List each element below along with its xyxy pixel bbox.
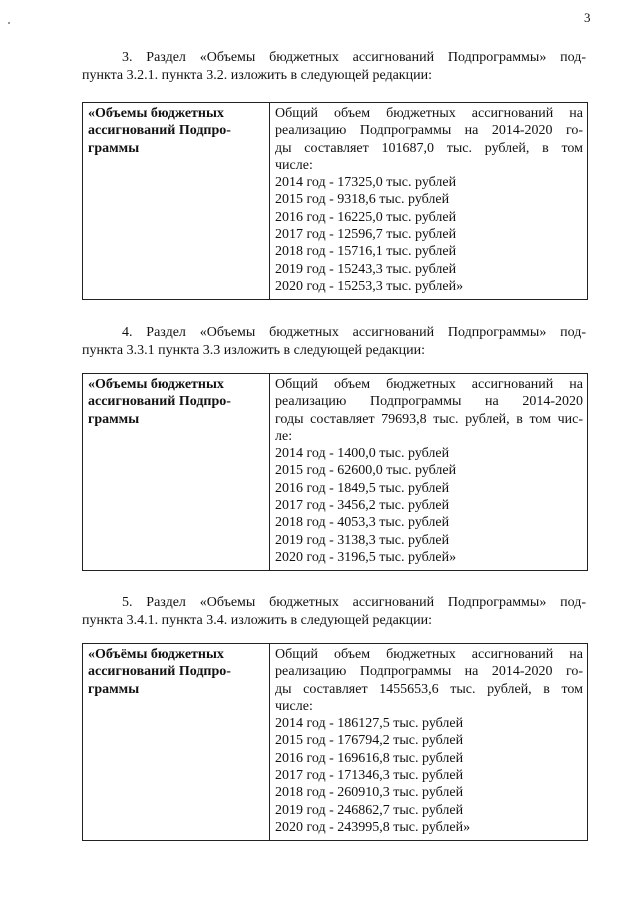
table-row (83, 103, 588, 300)
year-line: 2018 год - 260910,3 тыс. рублей (275, 785, 464, 801)
label-line: «Объемы бюджетных (88, 106, 224, 121)
year-line: 2014 год - 186127,5 тыс. рублей (275, 716, 464, 732)
total-line: ды составляет 1455653,6 тыс. рублей, в том (275, 681, 583, 697)
page-number: 3 (584, 10, 591, 25)
label-line: ассигнований Подпро- (88, 664, 231, 680)
intro-line: 3. Раздел «Объемы бюджетных ассигнований Подпрограммы» под- (122, 50, 586, 65)
section-intro-3 (82, 49, 586, 85)
intro-line: пункта 3.3.1 пункта 3.3 изложить в следующей редакции: (82, 343, 425, 358)
year-line: 2020 год - 243995,8 тыс. рублей» (275, 819, 471, 835)
label-cell (83, 644, 270, 841)
year-line: 2016 год - 169616,8 тыс. рублей (275, 750, 464, 766)
year-line: 2019 год - 3138,3 тыс. рублей (275, 532, 450, 548)
label-line: граммы (88, 411, 140, 427)
year-line: 2017 год - 171346,3 тыс. рублей (275, 768, 464, 784)
intro-line: 4. Раздел «Объемы бюджетных ассигнований Подпрограммы» под- (122, 325, 586, 340)
year-line: 2016 год - 16225,0 тыс. рублей (275, 209, 457, 225)
year-line: 2020 год - 3196,5 тыс. рублей» (275, 549, 457, 565)
intro-line: пункта 3.2.1. пункта 3.2. изложить в следующей редакции: (82, 68, 432, 83)
total-line: реализацию Подпрограммы на 2014-2020 го- (275, 664, 583, 680)
total-line: годы составляет 79693,8 тыс. рублей, в том чис- (275, 411, 583, 427)
year-line: 2019 год - 246862,7 тыс. рублей (275, 802, 464, 818)
section-intro-4 (82, 324, 586, 360)
section-intro-5 (82, 594, 586, 630)
year-line: 2019 год - 15243,3 тыс. рублей (275, 261, 457, 277)
budget-table-3 (82, 102, 588, 300)
intro-line: пункта 3.4.1. пункта 3.4. изложить в следующей редакции: (82, 613, 432, 628)
table-row (83, 644, 588, 841)
year-line: 2018 год - 4053,3 тыс. рублей (275, 515, 450, 531)
year-line: 2016 год - 1849,5 тыс. рублей (275, 480, 450, 496)
budget-table-5 (82, 643, 588, 841)
year-line: 2015 год - 176794,2 тыс. рублей (275, 733, 464, 749)
total-line: ле: (275, 428, 293, 444)
year-line: 2015 год - 9318,6 тыс. рублей (275, 192, 450, 208)
label-line: граммы (88, 681, 140, 697)
total-line: Общий объем бюджетных ассигнований на (275, 647, 583, 662)
year-line: 2015 год - 62600,0 тыс. рублей (275, 463, 457, 479)
year-line: 2014 год - 1400,0 тыс. рублей (275, 446, 450, 462)
label-cell (83, 103, 270, 300)
value-cell (270, 644, 588, 841)
total-line: Общий объем бюджетных ассигнований на (275, 377, 583, 392)
label-line: ассигнований Подпро- (88, 123, 231, 139)
year-line: 2017 год - 3456,2 тыс. рублей (275, 498, 450, 514)
budget-table-4 (82, 373, 588, 571)
total-line: числе: (275, 157, 313, 173)
label-cell (83, 374, 270, 571)
total-line: реализацию Подпрограммы на 2014-2020 (275, 394, 583, 410)
table-row (83, 374, 588, 571)
value-cell (270, 103, 588, 300)
label-line: граммы (88, 140, 140, 156)
scan-speck (8, 22, 10, 24)
label-line: «Объемы бюджетных (88, 377, 224, 392)
year-line: 2014 год - 17325,0 тыс. рублей (275, 175, 457, 191)
total-line: Общий объем бюджетных ассигнований на (275, 106, 583, 121)
intro-line: 5. Раздел «Объемы бюджетных ассигнований Подпрограммы» под- (122, 595, 586, 610)
year-line: 2020 год - 15253,3 тыс. рублей» (275, 278, 464, 294)
total-line: ды составляет 101687,0 тыс. рублей, в том (275, 140, 583, 156)
label-line: ассигнований Подпро- (88, 394, 231, 410)
total-line: числе: (275, 698, 313, 714)
year-line: 2017 год - 12596,7 тыс. рублей (275, 227, 457, 243)
year-line: 2018 год - 15716,1 тыс. рублей (275, 244, 457, 260)
value-cell (270, 374, 588, 571)
label-line: «Объёмы бюджетных (88, 647, 224, 662)
total-line: реализацию Подпрограммы на 2014-2020 го- (275, 123, 583, 139)
